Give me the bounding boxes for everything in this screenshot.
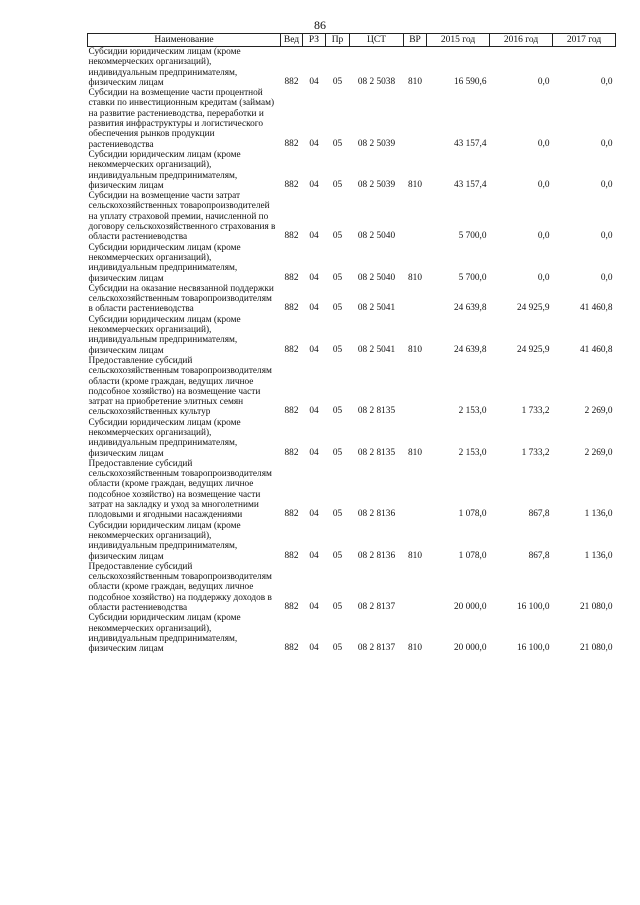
cell-cst: 08 2 5039 [357, 179, 396, 190]
header-2015: 2015 год [427, 34, 490, 47]
cell-pr: 05 [332, 406, 343, 417]
cell-ved: 882 [284, 231, 299, 242]
cell-2017: 1 136,0 [584, 550, 613, 561]
cell-2015: 24 639,8 [453, 303, 487, 314]
cell-2017: 0,0 [600, 179, 613, 190]
cell-pr: 05 [332, 303, 343, 314]
cell-pr: 05 [332, 179, 343, 190]
table-row [88, 243, 616, 284]
cell-ved: 882 [284, 550, 299, 561]
cell-ved: 882 [284, 138, 299, 149]
cell-pr: 05 [332, 138, 343, 149]
cell-rz: 04 [309, 602, 319, 613]
cell-2015: 1 078,0 [458, 550, 487, 561]
cell-2015: 5 700,0 [458, 231, 487, 242]
cell-vr [404, 88, 427, 150]
cell-ved: 882 [284, 344, 299, 355]
cell-2017: 41 460,8 [579, 303, 613, 314]
cell-name: Субсидии на оказание несвязанной поддержки сельскохозяйственным товаропроизводителям в области растениеводства [88, 283, 274, 315]
cell-cst: 08 2 5039 [357, 138, 396, 149]
cell-2016: 0,0 [537, 272, 550, 283]
cell-2016: 0,0 [537, 179, 550, 190]
cell-2015: 2 153,0 [458, 447, 487, 458]
cell-2017: 0,0 [600, 76, 613, 87]
cell-2016: 24 925,9 [516, 303, 550, 314]
cell-cst: 08 2 5040 [357, 231, 396, 242]
cell-pr: 05 [332, 602, 343, 613]
cell-ved: 882 [284, 76, 299, 87]
cell-2016: 0,0 [537, 138, 550, 149]
cell-pr: 05 [332, 509, 343, 520]
cell-vr [404, 356, 427, 418]
cell-rz: 04 [309, 138, 319, 149]
page-number: 86 [314, 18, 326, 32]
cell-rz: 04 [309, 272, 319, 283]
cell-2017: 2 269,0 [584, 406, 613, 417]
cell-cst: 08 2 5040 [357, 272, 396, 283]
cell-cst: 08 2 5041 [357, 344, 396, 355]
cell-cst: 08 2 8136 [357, 509, 396, 520]
cell-name: Субсидии на возмещение части процентной ставки по инвестиционным кредитам (займам) на развитие растениеводства, переработки и развития инфраструктуры и логистического обеспечения рынков продукции растениеводства [88, 88, 275, 150]
cell-vr [404, 191, 427, 242]
cell-ved: 882 [284, 643, 299, 654]
cell-2016: 0,0 [537, 76, 550, 87]
cell-ved: 882 [284, 179, 299, 190]
cell-rz: 04 [309, 303, 319, 314]
cell-2016: 0,0 [537, 231, 550, 242]
cell-vr: 810 [408, 272, 422, 283]
cell-name: Субсидии юридическим лицам (кроме некоммерческих организаций), индивидуальным предпринимателям, физическим лицам [88, 242, 241, 284]
header-2017: 2017 год [553, 34, 616, 47]
header-vr: ВР [404, 34, 427, 47]
header-name: Наименование [88, 34, 281, 47]
cell-2016: 16 100,0 [516, 602, 550, 613]
cell-2017: 0,0 [600, 231, 613, 242]
cell-2016: 16 100,0 [516, 643, 550, 654]
table-row [88, 150, 616, 191]
cell-pr: 05 [332, 272, 343, 283]
cell-cst: 08 2 8136 [357, 550, 396, 561]
cell-name: Субсидии юридическим лицам (кроме некоммерческих организаций), индивидуальным предпринимателям, физическим лицам [88, 520, 241, 562]
cell-pr: 05 [332, 231, 343, 242]
header-2016: 2016 год [490, 34, 553, 47]
cell-pr: 05 [332, 76, 343, 87]
cell-pr: 05 [332, 643, 343, 654]
cell-2015: 20 000,0 [453, 602, 487, 613]
cell-pr: 05 [332, 447, 343, 458]
cell-rz: 04 [309, 447, 319, 458]
cell-vr: 810 [408, 643, 422, 654]
cell-2015: 16 590,6 [453, 76, 487, 87]
cell-2016: 1 733,2 [521, 447, 550, 458]
header-rz: РЗ [303, 34, 326, 47]
cell-2016: 867,8 [528, 509, 550, 520]
cell-2017: 41 460,8 [579, 344, 613, 355]
cell-rz: 04 [309, 344, 319, 355]
cell-ved: 882 [284, 509, 299, 520]
cell-pr: 05 [332, 344, 343, 355]
cell-2016: 1 733,2 [521, 406, 550, 417]
table-body [88, 47, 616, 655]
cell-name: Субсидии на возмещение части затрат сельскохозяйственных товаропроизводителей на уплату страховой премии, начисленной по договору сельскохозяйственного страхования в области растениеводства [88, 191, 276, 243]
cell-rz: 04 [309, 179, 319, 190]
cell-vr: 810 [408, 179, 422, 190]
cell-cst: 08 2 8137 [357, 643, 396, 654]
cell-cst: 08 2 5038 [357, 76, 396, 87]
cell-2017: 21 080,0 [579, 602, 613, 613]
table-row [88, 191, 616, 242]
cell-vr: 810 [408, 550, 422, 561]
cell-2017: 0,0 [600, 272, 613, 283]
table-header [88, 34, 616, 47]
cell-ved: 882 [284, 303, 299, 314]
cell-2017: 0,0 [600, 138, 613, 149]
cell-vr: 810 [408, 447, 422, 458]
cell-2015: 43 157,4 [453, 138, 487, 149]
cell-vr [404, 562, 427, 613]
table-row [88, 562, 616, 613]
cell-2017: 21 080,0 [579, 643, 613, 654]
cell-ved: 882 [284, 272, 299, 283]
cell-2015: 24 639,8 [453, 344, 487, 355]
cell-name: Субсидии юридическим лицам (кроме некоммерческих организаций), индивидуальным предпринимателям, физическим лицам [88, 417, 241, 459]
cell-name: Предоставление субсидий сельскохозяйственным товаропроизводителям области (кроме граждан, ведущих личное подсобное хозяйство) на возмещение части затрат на приобретение элитных семян сельскохозяйственных культур [88, 355, 272, 418]
table-row [88, 521, 616, 562]
cell-ved: 882 [284, 602, 299, 613]
cell-rz: 04 [309, 406, 319, 417]
cell-ved: 882 [284, 406, 299, 417]
cell-vr: 810 [408, 76, 422, 87]
table-row [88, 356, 616, 418]
cell-ved: 882 [284, 447, 299, 458]
cell-name: Субсидии юридическим лицам (кроме некоммерческих организаций), индивидуальным предпринимателям, физическим лицам [88, 314, 241, 356]
cell-2015: 20 000,0 [453, 643, 487, 654]
cell-2015: 2 153,0 [458, 406, 487, 417]
cell-2017: 2 269,0 [584, 447, 613, 458]
cell-name: Субсидии юридическим лицам (кроме некоммерческих организаций), индивидуальным предпринимателям, физическим лицам [88, 47, 241, 88]
cell-vr [404, 284, 427, 315]
cell-2016: 867,8 [528, 550, 550, 561]
table-row [88, 284, 616, 315]
budget-table [87, 33, 616, 655]
table-row [88, 88, 616, 150]
cell-2015: 43 157,4 [453, 179, 487, 190]
cell-pr: 05 [332, 550, 343, 561]
cell-cst: 08 2 8137 [357, 602, 396, 613]
cell-name: Предоставление субсидий сельскохозяйственным товаропроизводителям области (кроме граждан, ведущих личное подсобное хозяйство) на возмещение части затрат на закладку и уход за многолетними плодовыми и ягодными насаждениями [88, 458, 272, 521]
cell-rz: 04 [309, 550, 319, 561]
header-ved: Вед [281, 34, 303, 47]
cell-name: Субсидии юридическим лицам (кроме некоммерческих организаций), индивидуальным предпринимателям, физическим лицам [88, 149, 241, 191]
cell-2016: 24 925,9 [516, 344, 550, 355]
table-row [88, 418, 616, 459]
table-row [88, 47, 616, 89]
cell-rz: 04 [309, 231, 319, 242]
cell-name: Субсидии юридическим лицам (кроме некоммерческих организаций), индивидуальным предпринимателям, физическим лицам [88, 613, 241, 655]
cell-vr [404, 459, 427, 521]
table-row [88, 613, 616, 654]
table-row [88, 315, 616, 356]
cell-cst: 08 2 8135 [357, 406, 396, 417]
cell-2017: 1 136,0 [584, 509, 613, 520]
cell-cst: 08 2 5041 [357, 303, 396, 314]
cell-rz: 04 [309, 76, 319, 87]
header-pr: Пр [326, 34, 350, 47]
cell-2015: 1 078,0 [458, 509, 487, 520]
table-row [88, 459, 616, 521]
header-cst: ЦСТ [350, 34, 404, 47]
cell-rz: 04 [309, 643, 319, 654]
cell-name: Предоставление субсидий сельскохозяйственным товаропроизводителям области (кроме граждан, ведущих личное подсобное хозяйство) на поддержку доходов в области растениеводства [88, 561, 272, 614]
cell-cst: 08 2 8135 [357, 447, 396, 458]
cell-2015: 5 700,0 [458, 272, 487, 283]
cell-vr: 810 [408, 344, 422, 355]
cell-rz: 04 [309, 509, 319, 520]
